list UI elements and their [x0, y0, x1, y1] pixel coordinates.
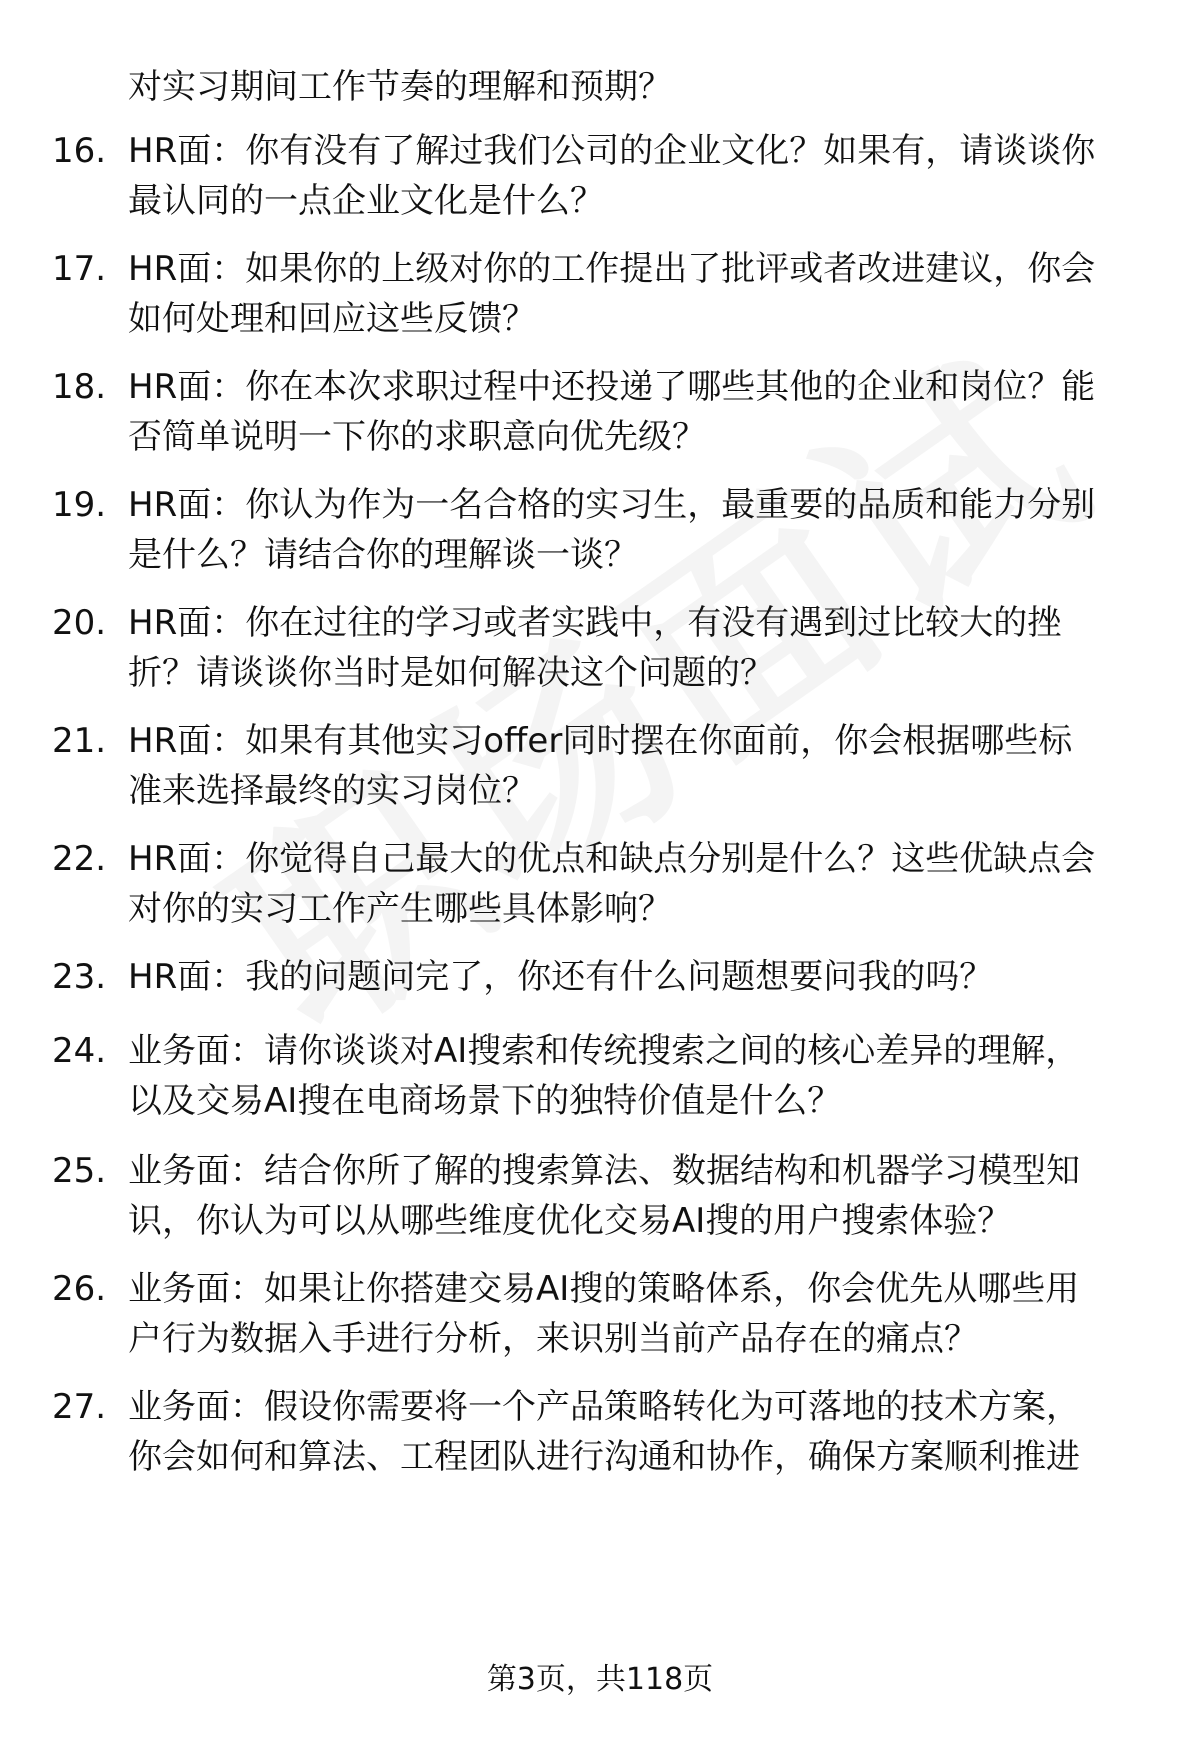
item-text	[128, 716, 1168, 816]
text-line: 以及交易AI搜在电商场景下的独特价值是什么？	[128, 1081, 842, 1121]
text-line: 业务面：请你谈谈对AI搜索和传统搜索之间的核心差异的理解，	[128, 1031, 1080, 1071]
text-line: HR面：你觉得自己最大的优点和缺点分别是什么？这些优缺点会	[128, 839, 1096, 879]
item-text	[128, 1264, 1168, 1364]
text-line: 业务面：如果让你搭建交易AI搜的策略体系，你会优先从哪些用	[128, 1269, 1080, 1309]
text-line: 对你的实习工作产生哪些具体影响？	[128, 889, 672, 929]
item-number: 27.	[52, 1387, 107, 1427]
item-number: 16.	[52, 131, 107, 171]
item-number: 17.	[52, 249, 107, 289]
text-line: HR面：你认为作为一名合格的实习生，最重要的品质和能力分别	[128, 485, 1096, 525]
item-text	[128, 126, 1168, 226]
text-line: HR面：你有没有了解过我们公司的企业文化？如果有，请谈谈你	[128, 131, 1096, 171]
item-text	[128, 1382, 1168, 1482]
text-line: HR面：你在本次求职过程中还投递了哪些其他的企业和岗位？能	[128, 367, 1096, 407]
item-number: 24.	[52, 1031, 107, 1071]
item-number: 25.	[52, 1151, 107, 1191]
item-number: 23.	[52, 957, 107, 997]
text-line: 是什么？请结合你的理解谈一谈？	[128, 535, 638, 575]
text-line: HR面：你在过往的学习或者实践中，有没有遇到过比较大的挫	[128, 603, 1062, 643]
text-line: 业务面：结合你所了解的搜索算法、数据结构和机器学习模型知	[128, 1151, 1080, 1191]
item-number: 20.	[52, 603, 107, 643]
item-text	[128, 1026, 1168, 1126]
text-line: 如何处理和回应这些反馈？	[128, 299, 536, 339]
page-footer: 第3页，共118页	[486, 1662, 714, 1697]
text-line: 准来选择最终的实习岗位？	[128, 771, 536, 811]
text-line: HR面：如果有其他实习offer同时摆在你面前，你会根据哪些标	[128, 721, 1073, 761]
text-line: 你会如何和算法、工程团队进行沟通和协作，确保方案顺利推进	[128, 1437, 1080, 1477]
item-number: 18.	[52, 367, 107, 407]
text-line: 户行为数据入手进行分析，来识别当前产品存在的痛点？	[128, 1319, 978, 1359]
text-line: HR面：如果你的上级对你的工作提出了批评或者改进建议，你会	[128, 249, 1096, 289]
item-number: 26.	[52, 1269, 107, 1309]
text-line: 最认同的一点企业文化是什么？	[128, 181, 604, 221]
item-text	[128, 598, 1168, 698]
item-text	[128, 952, 1168, 1002]
item-number: 21.	[52, 721, 107, 761]
text-line: 否简单说明一下你的求职意向优先级？	[128, 417, 706, 457]
text-line: 识，你认为可以从哪些维度优化交易AI搜的用户搜索体验？	[128, 1201, 1012, 1241]
item-text	[128, 480, 1168, 580]
text-line: HR面：我的问题问完了，你还有什么问题想要问我的吗？	[128, 957, 994, 997]
item-text	[128, 1146, 1168, 1246]
item-text	[128, 244, 1168, 344]
text-line: 折？请谈谈你当时是如何解决这个问题的？	[128, 653, 774, 693]
item-text	[128, 362, 1168, 462]
item-number: 22.	[52, 839, 107, 879]
continuation-line: 对实习期间工作节奏的理解和预期？	[128, 67, 672, 107]
text-line: 业务面：假设你需要将一个产品策略转化为可落地的技术方案，	[128, 1387, 1080, 1427]
item-text	[128, 834, 1168, 934]
item-number: 19.	[52, 485, 107, 525]
